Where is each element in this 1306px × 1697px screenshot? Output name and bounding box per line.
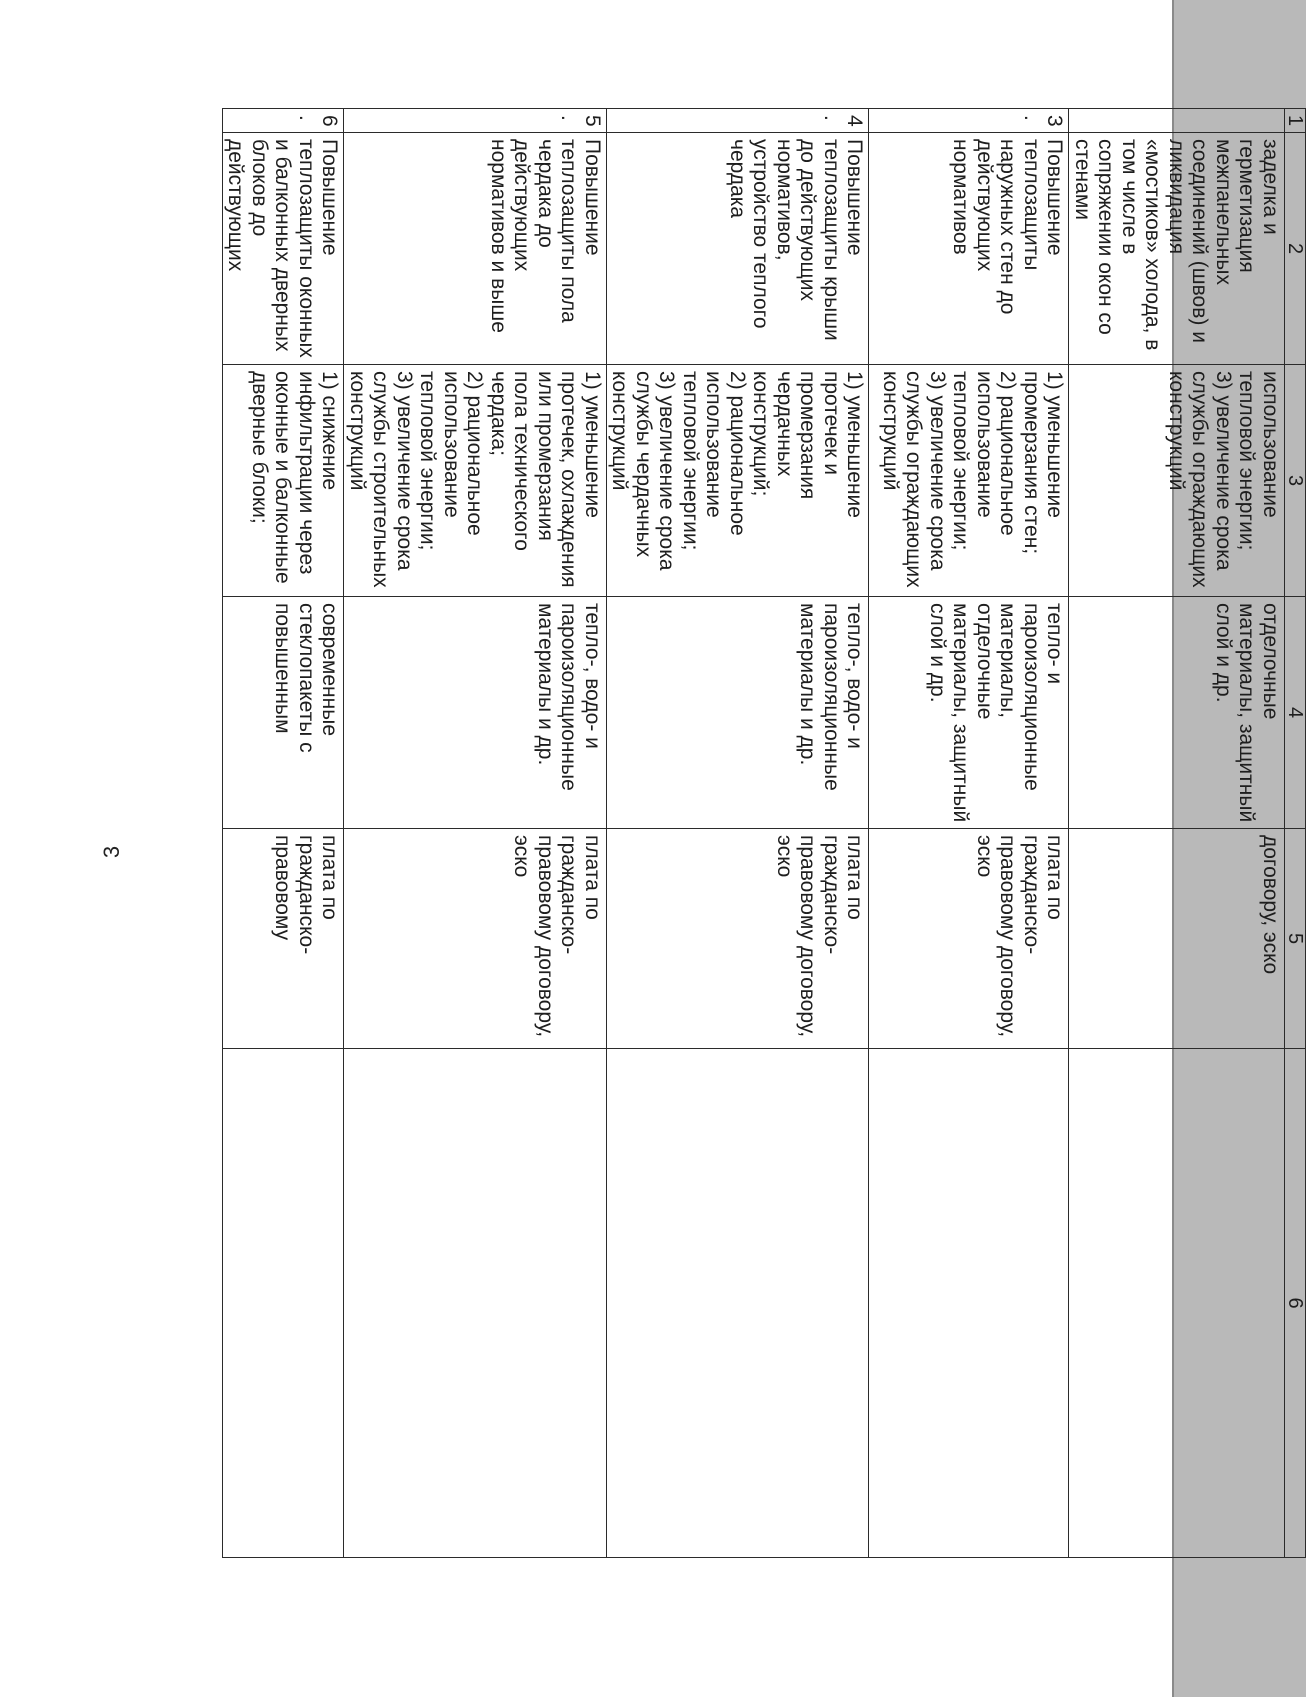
header-cell-1: 1 (1285, 109, 1306, 133)
financing-cell: плата по гражданско-правовому договору, эско (869, 829, 1069, 1049)
effect-cell: 1) уменьшение протечек, охлаждения или промерзания пола технического чердака; 2) рациональное использование тепловой энергии; 3) увеличение срока службы строительных конструкций (344, 365, 607, 597)
measure-cell: Повышение теплозащиты пола чердака до действующих нормативов и выше (344, 133, 607, 365)
financing-cell: договору, эско (1069, 829, 1285, 1049)
row-number-cell: 6. (223, 109, 345, 133)
effect-cell: 1) уменьшение протечек и промерзания чердачных конструкций; 2) рациональное использование тепловой энергии; 3) увеличение срока службы чердачных конструкций (607, 365, 870, 597)
col6-cell (869, 1049, 1069, 1558)
materials-cell: тепло-, водо- и пароизоляционные материалы и др. (607, 597, 870, 829)
header-cell-3: 3 (1285, 365, 1306, 597)
table-row (1069, 109, 1285, 1558)
materials-cell: тепло-, водо- и пароизоляционные материалы и др. (344, 597, 607, 829)
effect-cell: 1) уменьшение промерзания стен; 2) рациональное использование тепловой энергии; 3) увеличение срока службы ограждающих конструкций (869, 365, 1069, 597)
header-cell-6: 6 (1285, 1049, 1306, 1558)
col6-cell (344, 1049, 607, 1558)
row-number-cell (1069, 109, 1285, 133)
col6-cell (607, 1049, 870, 1558)
page-number: 3 (99, 845, 124, 859)
financing-cell: плата по гражданско-правовому (223, 829, 345, 1049)
col6-cell (1069, 1049, 1285, 1558)
measure-cell: заделка и герметизация межпанельных соединений (швов) и ликвидация «мостиков» холода, в том числе в сопряжении окон со стенами (1069, 133, 1285, 365)
financing-cell: плата по гражданско-правовому договору, эско (344, 829, 607, 1049)
effect-cell: 1) снижение инфильтрации через оконные и балконные дверные блоки; (223, 365, 345, 597)
header-row (1285, 109, 1306, 1558)
effect-cell: использование тепловой энергии; 3) увеличение срока службы ограждающих конструкций (1069, 365, 1285, 597)
materials-cell: тепло- и пароизоляционные материалы, отделочные материалы, защитный слой и др. (869, 597, 1069, 829)
table-row (344, 109, 607, 1558)
materials-cell: современные стеклопакеты с повышенным (223, 597, 345, 829)
row-number-cell: 3. (869, 109, 1069, 133)
measures-table (222, 108, 1306, 1558)
measure-cell: Повышение теплозащиты наружных стен до действующих нормативов (869, 133, 1069, 365)
table-row (223, 109, 345, 1558)
materials-cell: отделочные материалы, защитный слой и др. (1069, 597, 1285, 829)
table-row (869, 109, 1069, 1558)
financing-cell: плата по гражданско-правовому договору, эско (607, 829, 870, 1049)
header-cell-4: 4 (1285, 597, 1306, 829)
row-number-cell: 5. (344, 109, 607, 133)
col6-cell (223, 1049, 345, 1558)
header-cell-5: 5 (1285, 829, 1306, 1049)
header-cell-2: 2 (1285, 133, 1306, 365)
table-row (607, 109, 870, 1558)
measure-cell: Повышение теплозащиты крыши до действующих нормативов, устройство теплого чердака (607, 133, 870, 365)
row-number-cell: 4. (607, 109, 870, 133)
measures-table-container (222, 108, 1306, 1558)
measure-cell: Повышение теплозащиты оконных и балконных дверных блоков до действующих (223, 133, 345, 365)
